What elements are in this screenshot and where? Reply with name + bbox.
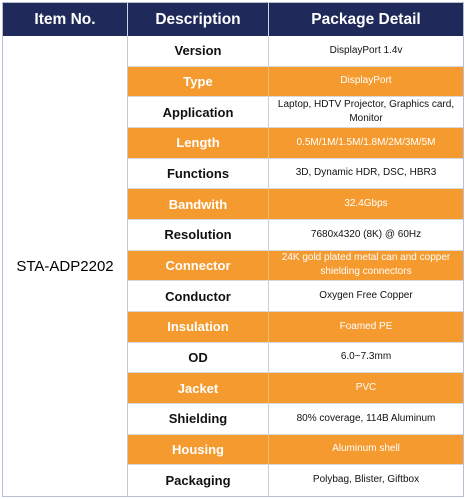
row-value: 7680x4320 (8K) @ 60Hz [310, 228, 422, 240]
table-row [128, 312, 463, 343]
row-value: Foamed PE [339, 320, 393, 332]
row-value: 0.5M/1M/1.5M/1.8M/2M/3M/5M [296, 136, 436, 148]
row-value: 24K gold plated metal can and copper shielding connectors [281, 251, 451, 278]
table-row [128, 36, 463, 67]
header-description: Description [128, 3, 269, 36]
row-label: Conductor [128, 281, 269, 311]
row-value: 6.0~7.3mm [340, 351, 392, 363]
item-number: STA-ADP2202 [3, 36, 128, 496]
table-row [128, 281, 463, 312]
table-row [128, 159, 463, 190]
row-value: DisplayPort 1.4v [329, 44, 403, 56]
row-value: 80% coverage, 114B Aluminum [296, 412, 436, 424]
row-label: Functions [128, 159, 269, 189]
row-label: Resolution [128, 220, 269, 250]
row-value: 32.4Gbps [344, 197, 388, 209]
row-label: Version [128, 36, 269, 66]
row-label: Packaging [128, 465, 269, 496]
spec-table [2, 2, 464, 497]
row-value: 3D, Dynamic HDR, DSC, HBR3 [295, 167, 437, 179]
row-value: PVC [355, 381, 377, 393]
table-row [128, 373, 463, 404]
row-label: Connector [128, 251, 269, 281]
row-value: Polybag, Blister, Giftbox [312, 474, 420, 486]
row-value: Oxygen Free Copper [319, 289, 413, 301]
spec-rows [128, 36, 463, 496]
row-label: Housing [128, 435, 269, 465]
table-row [128, 251, 463, 282]
header-item-no: Item No. [3, 3, 128, 36]
table-row [128, 343, 463, 374]
table-header [3, 3, 463, 36]
row-label: Shielding [128, 404, 269, 434]
row-label: OD [128, 343, 269, 373]
header-package-detail: Package Detail [311, 10, 421, 28]
row-label: Insulation [128, 312, 269, 342]
row-label: Type [128, 67, 269, 97]
row-value: DisplayPort [340, 75, 392, 87]
table-row [128, 465, 463, 496]
row-label: Bandwith [128, 189, 269, 219]
table-row [128, 128, 463, 159]
table-row [128, 189, 463, 220]
table-row [128, 97, 463, 128]
table-row [128, 435, 463, 466]
row-label: Application [128, 97, 269, 127]
table-row [128, 220, 463, 251]
table-row [128, 404, 463, 435]
row-label: Jacket [128, 373, 269, 403]
row-value: Aluminum shell [332, 443, 400, 455]
table-row [128, 67, 463, 98]
row-value: Laptop, HDTV Projector, Graphics card, Monitor [277, 98, 455, 125]
row-label: Length [128, 128, 269, 158]
